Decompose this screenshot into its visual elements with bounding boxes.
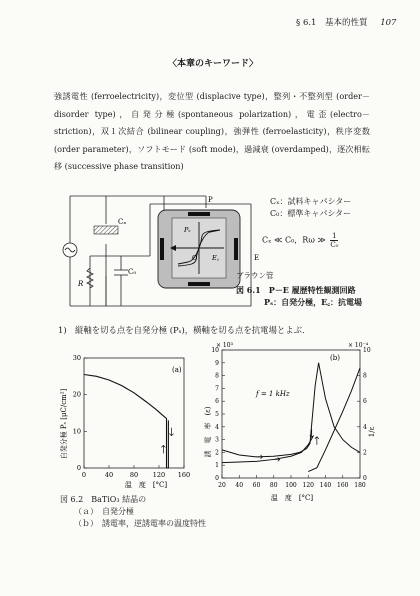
chart-a-plot-area <box>84 358 184 468</box>
y-tick-label: 2 <box>215 449 219 457</box>
y-tick-label: 10 <box>211 347 219 354</box>
chart-b-panel-label: (b) <box>330 354 340 362</box>
series-line <box>319 363 360 453</box>
fig2-caption-item-b: （ｂ） 誘電率，逆誘電率の温度特性 <box>74 519 206 528</box>
condition-text: Cₓ ≪ C₀，Rω ≫ <box>262 235 326 245</box>
y2-tick-label: 10 <box>363 347 371 354</box>
x-tick-label: 180 <box>354 482 366 489</box>
fig1-caption-title: 図 6.1 P－E 履歴特性観測回路 <box>236 285 356 295</box>
x-tick-label: 80 <box>269 482 278 489</box>
x-tick-label: 40 <box>235 482 244 489</box>
chart-b-ylabel: 誘 電 率 (ε) <box>204 406 212 458</box>
legend-co: C₀：標準キャパシター <box>270 209 352 218</box>
arrow-right <box>257 455 263 459</box>
chart-b-ylabel-right: 1/ε <box>368 426 376 438</box>
section-title: § 6.1 基本的性質 <box>296 18 368 28</box>
keywords-title: 〈本章のキーワード〉 <box>167 59 258 69</box>
y-tick-label: 0 <box>76 464 81 472</box>
x-tick-label: 40 <box>104 471 114 479</box>
decorative-rule-right <box>278 60 372 66</box>
fig2-caption-title: 図 6.2 BaTiO₃ 結晶の <box>60 495 147 504</box>
x-tick-label: 0 <box>81 471 87 479</box>
cx-label: Cₓ <box>118 218 127 226</box>
polarization-curve <box>84 375 168 469</box>
condition-denominator: C₀ <box>330 241 339 249</box>
keywords-body: 強誘電性 (ferroelectricity)，変位型 (displacive type)，整列・不整列型 (order－disorder type)，自発分極(spontaneous polarization)，電歪(electro－striction)，双１次結合 (bilinear coupling)，強弾性 (ferroelasticity)，秩序変数 (order parameter)，ソフトモード (soft mode)，過減衰 (overdamped)，逐次相転移 (successive phase transition) <box>54 91 370 172</box>
fig2-caption <box>60 494 206 530</box>
y-tick-label: 0 <box>215 475 219 482</box>
body-paragraph: 1) 縦軸を切る点を自発分極 (Pₛ)，横軸を切る点を抗電場とよぶ． <box>58 325 311 335</box>
ps-label: Pₛ <box>184 226 191 234</box>
arrow-up <box>161 445 165 453</box>
chart-b-exp-right: × 10⁻⁴ <box>348 342 369 349</box>
y2-tick-label: 6 <box>363 398 367 406</box>
arrow-up <box>315 437 319 445</box>
y-tick-label: 9 <box>215 359 219 367</box>
y-tick-label: 1 <box>215 462 219 470</box>
y2-tick-label: 0 <box>363 475 367 482</box>
r-label: R <box>78 280 84 288</box>
p-label: P <box>208 196 213 204</box>
x-tick-label: 160 <box>177 471 191 479</box>
arrow-down <box>310 429 314 437</box>
x-tick-label: 60 <box>252 482 261 489</box>
ec-label: E꜀ <box>212 254 219 262</box>
y-tick-label: 30 <box>72 354 81 362</box>
series-line <box>222 436 313 463</box>
y-tick-label: 8 <box>215 372 219 380</box>
page-number: 107 <box>380 18 397 28</box>
chart-a-xlabel: 温 度 [°C] <box>124 481 168 489</box>
x-tick-label: 120 <box>302 482 314 489</box>
y-tick-label: 5 <box>215 411 219 418</box>
y2-tick-label: 8 <box>363 372 367 380</box>
condition-numerator: 1 <box>332 232 337 240</box>
fig1-caption <box>236 284 362 308</box>
x-tick-label: 80 <box>129 471 139 479</box>
series-line <box>222 363 319 457</box>
chart-b-plot-area <box>222 350 360 478</box>
x-tick-label: 20 <box>218 482 226 489</box>
crt-label: ブラウン管 <box>236 271 274 280</box>
chart-a-panel-label: (a) <box>172 366 182 374</box>
legend-cx: Cₓ：試料キャパシター <box>270 197 352 206</box>
chart-b-xlabel: 温 度 [°C] <box>270 494 314 502</box>
fig1-legend <box>270 196 351 220</box>
chart-b-exp-left: × 10³ <box>216 342 233 349</box>
origin-label: O <box>192 254 198 262</box>
y-tick-label: 20 <box>72 390 81 399</box>
sample-capacitor <box>94 226 118 234</box>
chart-b-annotation: f = 1 kHz <box>256 390 290 398</box>
y-tick-label: 3 <box>215 436 219 444</box>
y-tick-label: 6 <box>215 398 219 406</box>
fig2-caption-item-a: （ａ） 自発分極 <box>74 507 134 516</box>
fig1-condition <box>262 232 338 249</box>
fig1-caption-sub: Pₛ：自発分極，E꜀：抗電場 <box>264 297 363 307</box>
running-header <box>296 16 396 28</box>
chart-b-permittivity <box>200 340 380 502</box>
x-tick-label: 140 <box>319 482 332 489</box>
chart-a-ylabel: 自発分極 Pₛ [μC/cm²] <box>60 388 68 460</box>
e-label: E <box>254 254 260 262</box>
x-tick-label: 100 <box>285 482 297 489</box>
series-line <box>308 368 360 472</box>
y2-tick-label: 4 <box>363 423 367 431</box>
co-label: C₀ <box>128 268 137 276</box>
x-tick-label: 120 <box>152 471 166 479</box>
y-tick-label: 10 <box>72 427 81 436</box>
y-tick-label: 4 <box>215 423 219 431</box>
arrow-down <box>170 428 174 436</box>
y2-tick-label: 2 <box>363 449 367 457</box>
x-tick-label: 160 <box>337 482 349 489</box>
chart-a-spontaneous-polarization <box>54 342 194 492</box>
y-tick-label: 7 <box>215 385 219 393</box>
